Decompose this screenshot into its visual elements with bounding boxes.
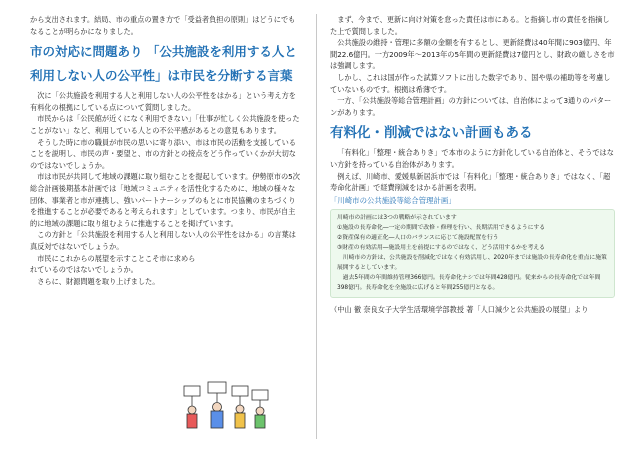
paragraph: そうした時に市の職員が市民の思いに寄り添い、市は市民の活動を支援していることを説明し、市民の声・要望と、市の方針との接点をどう作っていくかが大切なのではないでしょうか。 [30, 137, 296, 170]
paragraph: 例えば、川崎市、愛媛県新居浜市では「有料化」「整理・統合ありき」ではなく、「超寿命化計画」で経費削減をはかる計画を表明。 [330, 171, 611, 193]
right-column [330, 14, 615, 316]
paragraph: 市民にこれからの展望を示すことこそ市に求められているのではないでしょうか。 [30, 253, 196, 275]
section-heading: 市の対応に問題あり 「公共施設を利用する人と利用しない人の公平性」は市民を分断する言葉 [30, 44, 297, 84]
paragraph: さらに、財源問題を取り上げました。 [37, 276, 160, 286]
info-box [330, 209, 615, 298]
note-line: 川崎市の方針は、公共施設を削減化ではなく有効活用し、2020年までは施設の長寿命化を重点に施策展開するとしています。 [337, 255, 607, 272]
paragraph: しかし、これは国が作った試算ソフトに出した数字であり、国や県の補助等を考慮していないものです。根拠は希薄です。 [330, 72, 611, 94]
note-line: ②資産保有の適正化―人口のバランスに応じて施設配置を行う [337, 235, 499, 242]
paragraph: 公共施設の維持・管理に多額の金額を有するとし、更新経費は40年間に903億円、年間22.6億円。一方2009年～2013年の5年間の更新経費は7億円とし、財政の厳しさを市は強調します。 [330, 38, 615, 71]
paragraph: 市は市民が共同して地域の課題に取り組むことを提起しています。伊勢原市の5次総合計画後期基本計画では「地域コミュニティを活性化するために、地域の様々な団体、事業者と市が連携し、強いパートナーシップのもとに市民協働のまちづくりを推進することが必要であると考えられます」としています。つまり、市民が自主的に地域の課題に取り組むように推進することを掲げています。 [30, 172, 300, 228]
column-divider [316, 14, 317, 439]
note-line: 川崎市の計画には3つの戦略が示されています [337, 215, 457, 222]
paragraph: 一方、「公共施設等総合管理計画」の方針については、自治体によって3通りのパターンがあります。 [330, 96, 612, 117]
note-line: ③財産の有効活用―施設用土を前提にするのではなく、どう活用するかを考える [337, 245, 545, 252]
protest-illustration [180, 380, 272, 430]
left-column [30, 14, 302, 287]
paragraph: 次に「公共施設を利用する人と利用しない人の公平性をはかる」という考え方を有料化の根拠にしている点について質問しました。 [30, 91, 296, 112]
section-heading: 有料化・削減ではない計画もある [330, 125, 533, 142]
box-title: 「川崎市の公共施設等総合管理計画」 [330, 195, 456, 205]
note-line: 過去5年間の年間維持管理366億円。長寿命化ナシでは年間428億円。従来からの長寿命化では年間398億円。長寿命化を全施設に広げると年間255億円となる。 [337, 275, 601, 292]
paragraph: まず、今まで、更新に向け対策を怠った責任は市にある。と指摘し市の責任を指摘した上で質問しました。 [330, 15, 610, 36]
note-line: ①施設の長寿命化―一定の期間で改修・修理を行い、長期活用できるようにする [337, 225, 546, 232]
paragraph: 「有料化」「整理・統合ありき」で本市のように方針化している自治体と、そうではない方針を持っている自治体があります。 [330, 148, 614, 169]
source-credit: （中山 徹 奈良女子大学生活環境学部教授 著「人口減少と公共施設の展望」より [330, 305, 589, 315]
paragraph: 市民からは「公民館が近くになく利用できない」「仕事が忙しく公共施設を使ったことがない」など、利用している人との不公平感があるとの意見もあります。 [30, 114, 300, 135]
paragraph: から支出されます。結局、市の重点の置き方で「受益者負担の原則」はどうにでもなることが明らかになりました。 [30, 15, 296, 36]
paragraph: この方針と「公共施設を利用する人と利用しない人の公平性をはかる」の言葉は真反対ではないでしょうか。 [30, 230, 296, 251]
